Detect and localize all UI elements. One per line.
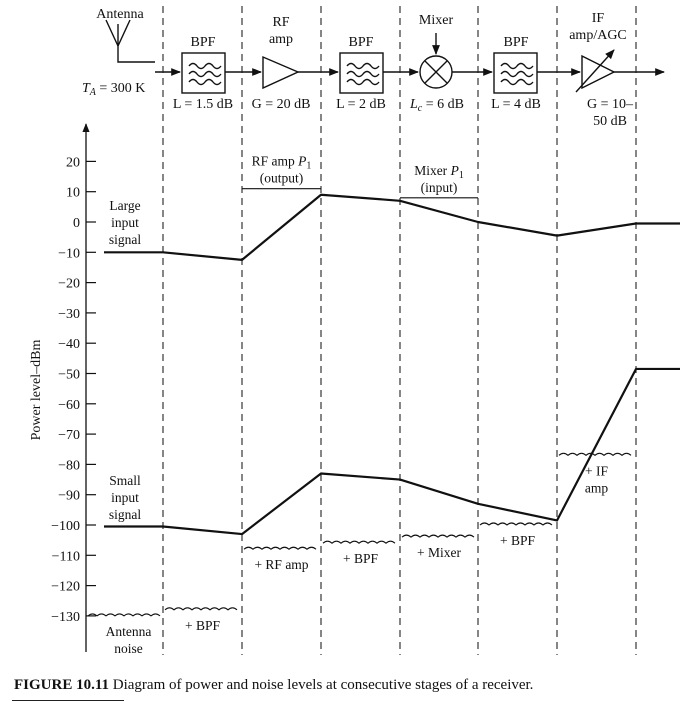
noise-level-wave (559, 453, 631, 455)
rf-amp-label-line1: RF (272, 15, 290, 30)
bpf3-label: BPF (503, 35, 529, 50)
if-amp-label-line2: amp/AGC (569, 28, 627, 43)
small-signal-label: signal (108, 507, 142, 522)
y-tick-label: −50 (58, 367, 80, 383)
noise-level-wave (88, 614, 160, 616)
bpf1-loss: L = 1.5 dB (172, 97, 234, 112)
mixer-p1-sublabel: (input) (420, 179, 458, 195)
noise-level-wave (323, 541, 395, 543)
noise-level-wave (165, 608, 237, 610)
y-tick-label: −130 (51, 609, 80, 625)
if-amp-label-line1: IF (591, 11, 605, 26)
y-tick-label: −80 (58, 458, 80, 474)
bpf2-filter-icon (298, 53, 383, 93)
y-tick-label: −10 (58, 246, 80, 262)
mixer-p1-label: Mixer $P_1$ (414, 162, 464, 181)
bpf1-label: BPF (190, 35, 216, 50)
noise-label: + BPF (342, 551, 379, 567)
mixer-label: Mixer (418, 13, 454, 28)
y-axis-label: Power level–dBm (29, 339, 44, 441)
figure-number: FIGURE 10.11 (14, 677, 110, 693)
noise-label: + RF amp (254, 557, 309, 573)
bpf1-filter-icon (155, 53, 225, 93)
figure-caption (14, 677, 533, 694)
y-tick-label: −20 (58, 276, 80, 292)
if-amp-gain-line2: 50 dB (593, 114, 627, 129)
rf-amp-icon (225, 57, 298, 88)
bpf2-loss: L = 2 dB (336, 97, 386, 112)
antenna-label: Antenna (96, 7, 144, 22)
noise-label: Antenna (105, 623, 152, 639)
mixer-icon (383, 33, 452, 88)
y-tick-label: −30 (58, 306, 80, 322)
rf-amp-p1-label: RF amp $P_1$ (251, 153, 312, 172)
large-signal-line (104, 195, 680, 260)
y-tick-label: −40 (58, 337, 80, 353)
y-tick-label: 10 (66, 185, 80, 201)
y-tick-label: −100 (51, 519, 80, 534)
y-tick-label: −120 (51, 579, 80, 595)
y-tick-label: 0 (73, 216, 80, 231)
y-tick-label: −60 (58, 397, 80, 413)
noise-label: + BPF (184, 617, 221, 633)
noise-level-wave (244, 547, 316, 549)
bpf3-filter-icon (452, 53, 537, 93)
noise-label: noise (114, 640, 143, 656)
noise-label: amp (584, 480, 609, 496)
bpf3-loss: L = 4 dB (491, 97, 541, 112)
noise-label: + Mixer (417, 545, 461, 561)
mixer-loss: $L_c = 6$ dB (410, 97, 464, 114)
y-tick-label: −110 (51, 549, 80, 565)
noise-label: + BPF (499, 533, 536, 548)
noise-level-wave (480, 523, 552, 525)
y-tick-label: −90 (58, 488, 80, 504)
small-signal-label: input (111, 490, 139, 505)
large-signal-label: Large (109, 198, 141, 213)
antenna-icon (106, 20, 155, 62)
small-signal-label: Small (109, 473, 141, 488)
noise-level-wave (402, 535, 474, 537)
rf-amp-gain: G = 20 dB (251, 97, 311, 112)
small-signal-line (104, 369, 680, 534)
noise-label: + IF (585, 463, 608, 479)
antenna-temperature: $T_A = 300$ K (82, 81, 146, 98)
large-signal-label: signal (108, 232, 142, 247)
rf-amp-label-line2: amp (268, 32, 294, 47)
caption-rule (12, 700, 124, 701)
y-tick-label: −70 (58, 428, 80, 444)
if-amp-agc-icon (537, 50, 664, 92)
rf-amp-p1-sublabel: (output) (259, 170, 304, 186)
large-signal-label: input (111, 215, 139, 230)
caption-text: Diagram of power and noise levels at consecutive stages of a receiver. (109, 677, 534, 693)
y-tick-label: 20 (66, 155, 80, 171)
bpf2-label: BPF (348, 35, 374, 50)
if-amp-gain-line1: G = 10– (586, 97, 634, 112)
